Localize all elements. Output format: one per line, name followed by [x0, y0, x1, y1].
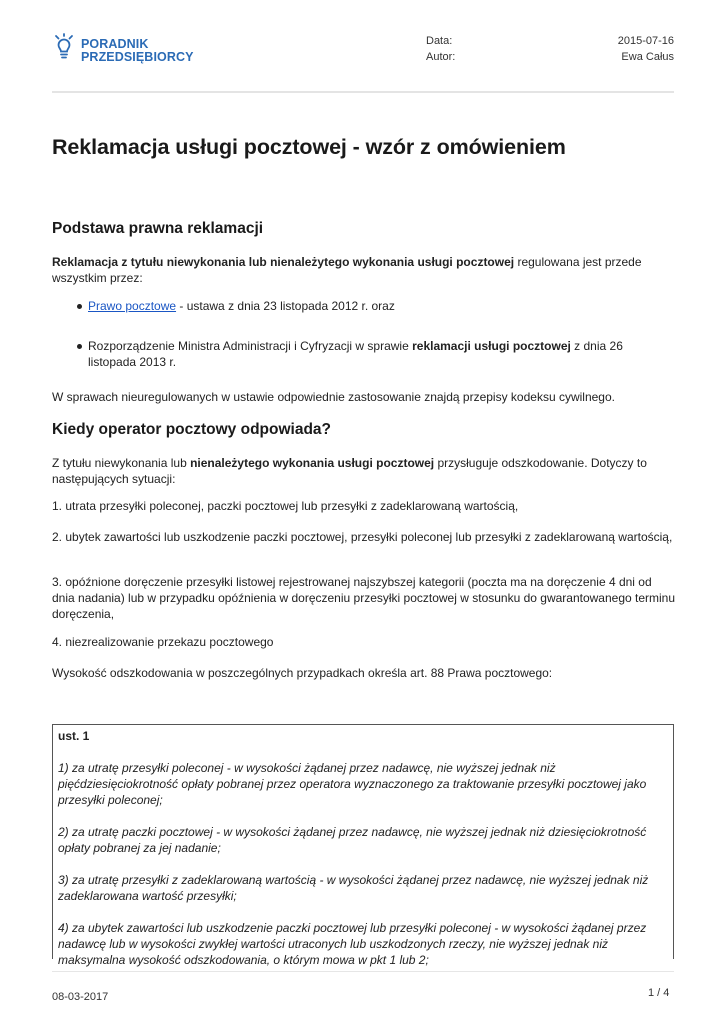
lightbulb-icon: [53, 33, 75, 63]
section-heading-liability: Kiedy operator pocztowy odpowiada?: [52, 421, 332, 438]
page-title: Reklamacja usługi pocztowej - wzór z omówieniem: [52, 135, 566, 159]
liability-intro-post: przysługuje odszkodowanie. Dotyczy to następujących sytuacji:: [52, 456, 647, 486]
list-item: [52, 338, 672, 370]
quote-paragraph-3: 3) za utratę przesyłki z zadeklarowaną wartością - w wysokości żądanej przez nadawcę, nie wyższej jednak niż zadeklarowana wartość przesyłki;: [58, 873, 649, 903]
liability-intro: [52, 455, 677, 487]
author-value: Ewa Całus: [621, 51, 674, 63]
footer-divider: [52, 971, 674, 972]
logo-line-2: PRZEDSIĘBIORCY: [81, 50, 194, 64]
compensation-note: Wysokość odszkodowania w poszczególnych przypadkach określa art. 88 Prawa pocztowego:: [52, 666, 553, 680]
bullet-icon: [77, 344, 82, 349]
page-number: 1 / 4: [648, 987, 670, 999]
author-label: Autor:: [426, 51, 456, 63]
liability-item-2: 2. ubytek zawartości lub uszkodzenie paczki pocztowej, przesyłki poleconej lub przesyłki z zadeklarowaną wartością,: [52, 530, 673, 544]
liability-intro-bold: nienależytego wykonania usługi pocztowej: [190, 456, 435, 470]
civil-code-note: W sprawach nieuregulowanych w ustawie odpowiednie zastosowanie znajdą przepisy kodeksu cywilnego.: [52, 390, 615, 404]
quote-paragraph-4: 4) za ubytek zawartości lub uszkodzenie paczki pocztowej lub przesyłki poleconej - w wysokości żądanej przez nadawcę lub w wysokości zwykłej wartości utraconych lub uszkodzonych rzeczy, nie wyższej jednak niż maksymalna wysokość odszkodowania, o którym mowa w pkt 1 lub 2;: [58, 921, 647, 967]
bullet-icon: [77, 304, 82, 309]
date-label: Data:: [426, 35, 453, 47]
meta-date-row: [426, 33, 674, 49]
law-quote-content: [53, 725, 673, 968]
quote-heading: ust. 1: [58, 729, 90, 743]
liability-intro-pre: Z tytułu niewykonania lub: [52, 456, 191, 470]
footer-date: 08-03-2017: [52, 991, 109, 1003]
section-heading-legal-basis: Podstawa prawna reklamacji: [52, 220, 264, 237]
liability-item-4: 4. niezrealizowanie przekazu pocztowego: [52, 635, 274, 649]
quote-paragraph-1: 1) za utratę przesyłki poleconej - w wysokości żądanej przez nadawcę, nie wyższej jednak niż pięćdziesięciokrotność opłaty pobranej przez operatora wyznaczonego za traktowanie przesyłki pocztowej jako przesyłki poleconej;: [58, 761, 647, 807]
header-divider: [52, 91, 674, 93]
bullet2-post: z dnia 26 listopada 2013 r.: [88, 339, 623, 369]
quote-paragraph-2: 2) za utratę paczki pocztowej - w wysokości żądanej przez nadawcę, nie wyższej jednak niż dziesięciokrotność opłaty pobranej za jej nadanie;: [58, 825, 647, 855]
list-item: [52, 298, 672, 314]
legal-basis-intro: [52, 254, 677, 286]
postal-law-link[interactable]: Prawo pocztowe: [88, 299, 177, 313]
liability-item-3: 3. opóźnione doręczenie przesyłki listowej rejestrowanej najszybszej kategorii (poczta ma na doręczenie 4 dni od dnia nadania) lub w przypadku opóźnienia w doręczeniu przesyłki pocztowej w stosunku do gwarantowanego terminu doręczenia,: [52, 575, 676, 621]
intro-bold-text: Reklamacja z tytułu niewykonania lub nienależytego wykonania usługi pocztowej: [52, 255, 515, 269]
bullet1-rest: - ustawa z dnia 23 listopada 2012 r. oraz: [176, 299, 395, 313]
law-quote-box: [52, 724, 674, 967]
date-value: 2015-07-16: [617, 35, 674, 47]
legal-basis-list: [52, 298, 672, 370]
bullet2-bold: reklamacji usługi pocztowej: [412, 339, 571, 353]
bullet2-pre: Rozporządzenie Ministra Administracji i Cyfryzacji w sprawie: [88, 339, 413, 353]
logo-wordmark: [81, 38, 194, 64]
liability-item-1: 1. utrata przesyłki poleconej, paczki pocztowej lub przesyłki z zadeklarowaną wartością,: [52, 499, 519, 513]
intro-rest-text: regulowana jest przede wszystkim przez:: [52, 255, 642, 285]
poradnik-logo[interactable]: [53, 33, 194, 64]
logo-line-1: PORADNIK: [81, 37, 149, 51]
document-meta: [426, 33, 674, 65]
meta-author-row: [426, 49, 674, 65]
